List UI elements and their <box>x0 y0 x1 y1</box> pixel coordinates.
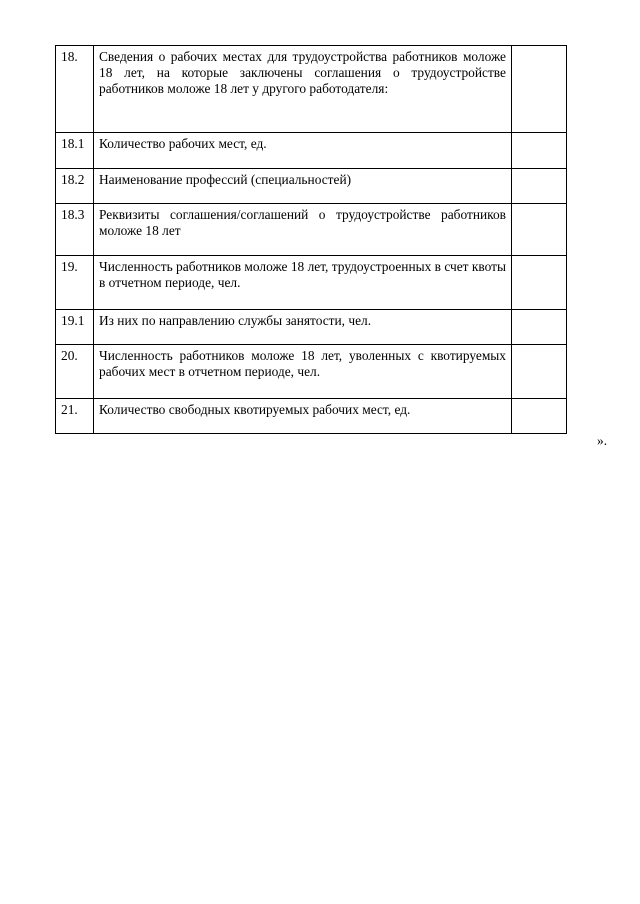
row-value-cell[interactable] <box>512 399 567 434</box>
table-row <box>56 256 567 310</box>
row-description: Количество свободных квотируемых рабочих мест, ед. <box>94 399 512 434</box>
row-value-cell[interactable] <box>512 204 567 256</box>
row-number: 19.1 <box>56 310 94 345</box>
row-description: Реквизиты соглашения/соглашений о трудоустройстве работников моложе 18 лет <box>94 204 512 256</box>
row-description: Численность работников моложе 18 лет, уволенных с квотируемых рабочих мест в отчетном периоде, чел. <box>94 345 512 399</box>
row-value-cell[interactable] <box>512 133 567 169</box>
table-row <box>56 46 567 133</box>
closing-quote-mark: ». <box>597 433 608 448</box>
row-number: 18.3 <box>56 204 94 256</box>
row-value-cell[interactable] <box>512 310 567 345</box>
row-number: 20. <box>56 345 94 399</box>
row-number: 18.1 <box>56 133 94 169</box>
row-number: 18. <box>56 46 94 133</box>
row-value-cell[interactable] <box>512 46 567 133</box>
table-row <box>56 345 567 399</box>
row-description: Из них по направлению службы занятости, чел. <box>94 310 512 345</box>
row-description: Сведения о рабочих местах для трудоустройства работников моложе 18 лет, на которые заключены соглашения о трудоустройстве работников моложе 18 лет у другого работодателя: <box>94 46 512 133</box>
table-row <box>56 169 567 204</box>
row-value-cell[interactable] <box>512 169 567 204</box>
row-number: 18.2 <box>56 169 94 204</box>
table-row <box>56 310 567 345</box>
row-description: Численность работников моложе 18 лет, трудоустроенных в счет квоты в отчетном периоде, чел. <box>94 256 512 310</box>
row-description: Наименование профессий (специальностей) <box>94 169 512 204</box>
row-number: 19. <box>56 256 94 310</box>
row-value-cell[interactable] <box>512 256 567 310</box>
report-table <box>55 45 567 434</box>
table-row <box>56 399 567 434</box>
row-number: 21. <box>56 399 94 434</box>
row-description: Количество рабочих мест, ед. <box>94 133 512 169</box>
table-row <box>56 133 567 169</box>
table-row <box>56 204 567 256</box>
row-value-cell[interactable] <box>512 345 567 399</box>
